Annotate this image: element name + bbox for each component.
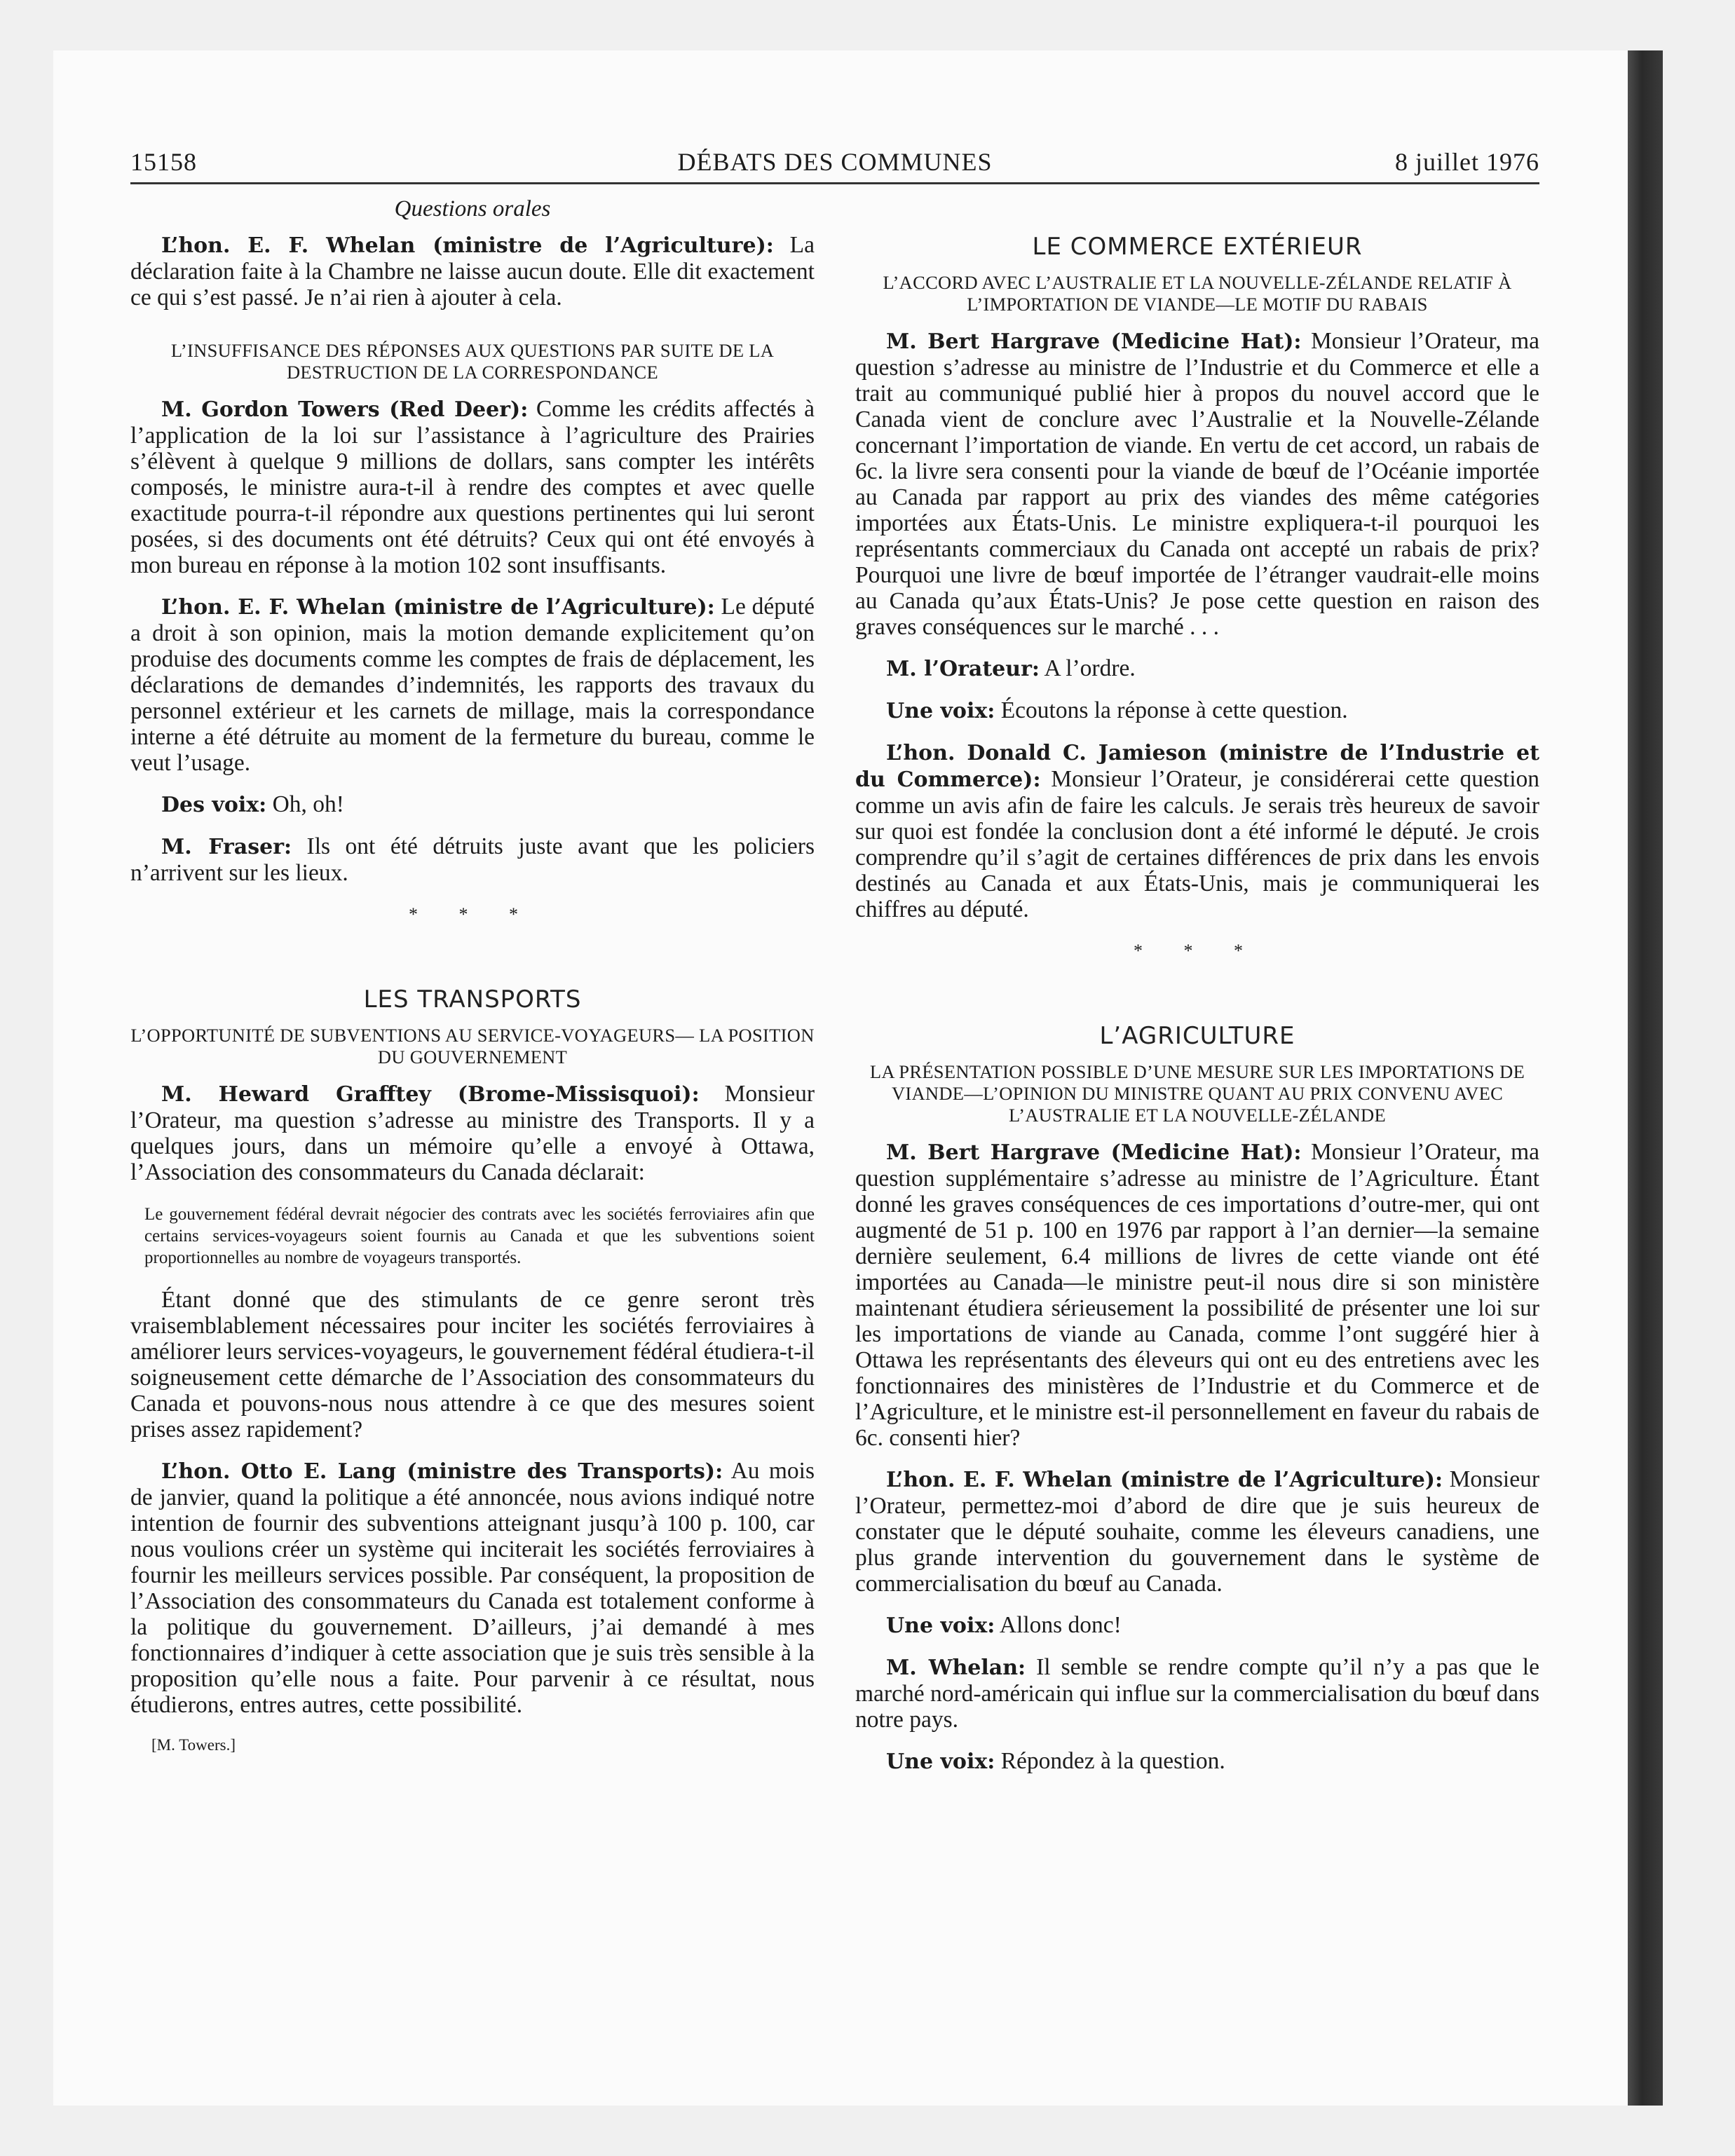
publication-date: 8 juillet 1976 [1395, 148, 1539, 176]
paragraph [130, 1081, 815, 1185]
paragraph [130, 1458, 815, 1718]
paragraph [855, 1748, 1539, 1775]
speech-text: Au mois de janvier, quand la politique a été annoncée, nous avions indiqué notre intention de fournir des subventions atteignant jusqu’à 100 p. 100, car nous voulions créer un système qui inciterait les sociétés ferroviaires à fournir les meilleurs services possible. Par conséquent, la proposition de l’Association des consommateurs du Canada est totalement conforme à la politique du gouvernement. D’ailleurs, j’ai demandé à mes fonctionnaires d’indiquer à cette association que je suis très sensible à la proposition qu’elle nous a faite. Pour parvenir à ce résultat, nous étudierons, entres autres, cette possibilité. [130, 1458, 815, 1718]
speaker: M. Gordon Towers (Red Deer): [161, 397, 529, 422]
paragraph [130, 791, 815, 818]
publication-title: DÉBATS DES COMMUNES [677, 148, 993, 176]
page-header [130, 147, 1539, 184]
right-column [855, 196, 1539, 1775]
section-title: LE COMMERCE EXTÉRIEUR [1032, 233, 1363, 261]
paragraph [130, 833, 815, 886]
scan-edge-shadow [1628, 50, 1663, 2106]
section-title: L’AGRICULTURE [1099, 1022, 1295, 1050]
paragraph [130, 232, 815, 311]
speech-text: Répondez à la question. [995, 1748, 1225, 1774]
speech-text: Monsieur l’Orateur, permettez-moi d’abord de dire que je suis heureux de constater que le député souhaite, comme les éleveurs canadiens, une plus grande intervention du gouvernement dans le système de commercialisation du bœuf au Canada. [855, 1466, 1540, 1597]
subheading: L’ACCORD AVEC L’AUSTRALIE ET LA NOUVELLE-ZÉLANDE RELATIF À L’IMPORTATION DE VIANDE—LE MOTIF DU RABAIS [883, 272, 1512, 315]
paragraph [130, 594, 815, 776]
section-separator: * * * [409, 904, 536, 925]
speaker: M. l’Orateur: [886, 657, 1040, 681]
speaker: M. Fraser: [161, 835, 292, 859]
speaker: Une voix: [886, 699, 995, 723]
speech-text: A l’ordre. [1039, 655, 1136, 681]
speech-text: Le député a droit à son opinion, mais la motion demande explicitement qu’on produise des documents comme les comptes de frais de déplacement, les déclarations de demandes d’indemnités, les rapports des travaux du personnel extérieur et les carnets de millage, mais la correspondance interne a été détruite au moment de la fermeture du bureau, comme le veut l’usage. [130, 594, 815, 776]
left-column [130, 196, 815, 1754]
paragraph [855, 328, 1539, 640]
speech-text: Monsieur l’Orateur, ma question supplémentaire s’adresse au ministre de l’Agriculture. Étant donné les graves conséquences de ces importations d’outre-mer, qui ont augmenté de 51 p. 100 en 1976 par rapport à l’an dernier—la semaine dernière seulement, 6.4 millions de livres de cette viande ont été importées au Canada—le ministre peut-il nous dire si son ministère maintenant étudiera sérieusement la possibilité de présenter une loi sur les importations de viande au Canada, comme l’ont suggéré hier à Ottawa les représentants des éleveurs qui ont eu des entretiens avec les fonctionnaires des ministères de l’Industrie et du Commerce et de l’Agriculture, et le ministre est-il personnellement en faveur du rabais de 6c. consenti hier? [855, 1139, 1539, 1451]
speech-text: Écoutons la réponse à cette question. [995, 697, 1348, 723]
speaker: L’hon. E. F. Whelan (ministre de l’Agriculture): [886, 1468, 1443, 1492]
block-quote: Le gouvernement fédéral devrait négocier des contrats avec les sociétés ferroviaires afin que certains services-voyageurs soient fournis au Canada et que les subventions soient proportionnelles au nombre de voyageurs transportés. [144, 1205, 815, 1267]
paragraph: Étant donné que des stimulants de ce genre seront très vraisemblablement nécessaires pour inciter les sociétés ferroviaires à améliorer leurs services-voyageurs, le gouvernement fédéral étudiera-t-il soigneusement cette démarche de l’Association des consommateurs du Canada et pouvons-nous nous attendre à ce que des mesures soient prises assez rapidement? [130, 1287, 815, 1442]
speech-text: Allons donc! [995, 1612, 1122, 1638]
speaker: M. Bert Hargrave (Medicine Hat): [886, 1140, 1302, 1165]
footnote: [M. Towers.] [151, 1736, 236, 1754]
paragraph [855, 1139, 1539, 1451]
speaker: L’hon. Donald C. Jamieson (ministre de l’Industrie et du Commerce): [855, 741, 1539, 792]
paragraph [855, 697, 1539, 724]
speaker: M. Bert Hargrave (Medicine Hat): [886, 329, 1302, 354]
speech-text: Monsieur l’Orateur, je considérerai cette question comme un avis afin de faire les calculs. Je serais très heureux de savoir sur quoi est fondée la conclusion dont a été informé le député. Je crois comprendre qu’il s’agit de certaines différences de prix dans les envois destinés au Canada et aux États-Unis, mais je communiquerai les chiffres au député. [855, 766, 1540, 922]
paragraph [130, 396, 815, 578]
speaker: L’hon. E. F. Whelan (ministre de l’Agriculture): [161, 233, 774, 258]
speech-text: Oh, oh! [266, 791, 344, 817]
speech-text: La déclaration faite à la Chambre ne laisse aucun doute. Elle dit exactement ce qui s’est passé. Je n’ai rien à ajouter à cela. [130, 232, 815, 311]
paragraph [855, 739, 1539, 922]
speaker: M. Heward Grafftey (Brome-Missisquoi): [161, 1082, 700, 1107]
speaker: Des voix: [161, 793, 267, 817]
speech-text: Il semble se rendre compte qu’il n’y a pas que le marché nord-américain qui influe sur la commercialisation du bœuf dans notre pays. [855, 1654, 1539, 1733]
speech-text: Ils ont été détruits juste avant que les policiers n’arrivent sur les lieux. [130, 833, 815, 886]
speaker: L’hon. Otto E. Lang (ministre des Transports): [161, 1459, 723, 1484]
speech-text: Comme les crédits affectés à l’application de la loi sur l’assistance à l’agriculture des Prairies s’élèvent à quelque 9 millions de dollars, sans compter les intérêts composés, le ministre aura-t-il à rendre des comptes et avec quelle exactitude pourra-t-il répondre aux questions pertinentes qui lui seront posées, si des documents ont été détruits? Ceux qui ont été envoyés à mon bureau en réponse à la motion 102 sont insuffisants. [130, 396, 815, 578]
section-title: LES TRANSPORTS [363, 985, 582, 1014]
subheading: L’OPPORTUNITÉ DE SUBVENTIONS AU SERVICE-VOYAGEURS— LA POSITION DU GOUVERNEMENT [130, 1025, 815, 1067]
subheading: L’INSUFFISANCE DES RÉPONSES AUX QUESTIONS PAR SUITE DE LA DESTRUCTION DE LA CORRESPONDANCE [170, 340, 775, 383]
running-head: Questions orales [394, 196, 551, 221]
paragraph [855, 1654, 1539, 1733]
speaker: Une voix: [886, 1613, 995, 1638]
speech-text: Monsieur l’Orateur, ma question s’adresse au ministre des Transports. Il y a quelques jours, dans un mémoire qu’elle a envoyé à Ottawa, l’Association des consommateurs du Canada déclarait: [130, 1081, 815, 1185]
subheading: LA PRÉSENTATION POSSIBLE D’UNE MESURE SUR LES IMPORTATIONS DE VIANDE—L’OPINION DU MINISTRE QUANT AU PRIX CONVENU AVEC L’AUSTRALIE ET LA NOUVELLE-ZÉLANDE [869, 1061, 1525, 1126]
paragraph [855, 655, 1539, 682]
speech-text: Monsieur l’Orateur, ma question s’adresse au ministre de l’Industrie et du Commerce et elle a trait au communiqué publié hier à propos du nouvel accord que le Canada vient de conclure avec l’Australie et la Nouvelle-Zélande concernant l’importation de viande. En vertu de cet accord, un rabais de 6c. la livre sera consenti pour la viande de bœuf de l’Océanie importée au Canada par rapport au prix des viandes des même catégories importées aux États-Unis. Le ministre expliquera-t-il pourquoi les représentants commerciaux du Canada ont accepté un rabais de prix? Pourquoi une livre de bœuf importée de l’étranger vaudrait-elle moins au Canada qu’aux États-Unis? Je pose cette question en raison des graves conséquences sur le marché . . . [855, 328, 1539, 640]
speaker: L’hon. E. F. Whelan (ministre de l’Agriculture): [161, 595, 715, 620]
speaker: Une voix: [886, 1749, 995, 1774]
paragraph [855, 1466, 1539, 1597]
speaker: M. Whelan: [886, 1656, 1026, 1680]
paragraph [855, 1612, 1539, 1639]
section-separator: * * * [1134, 941, 1261, 961]
page-number: 15158 [130, 148, 197, 176]
